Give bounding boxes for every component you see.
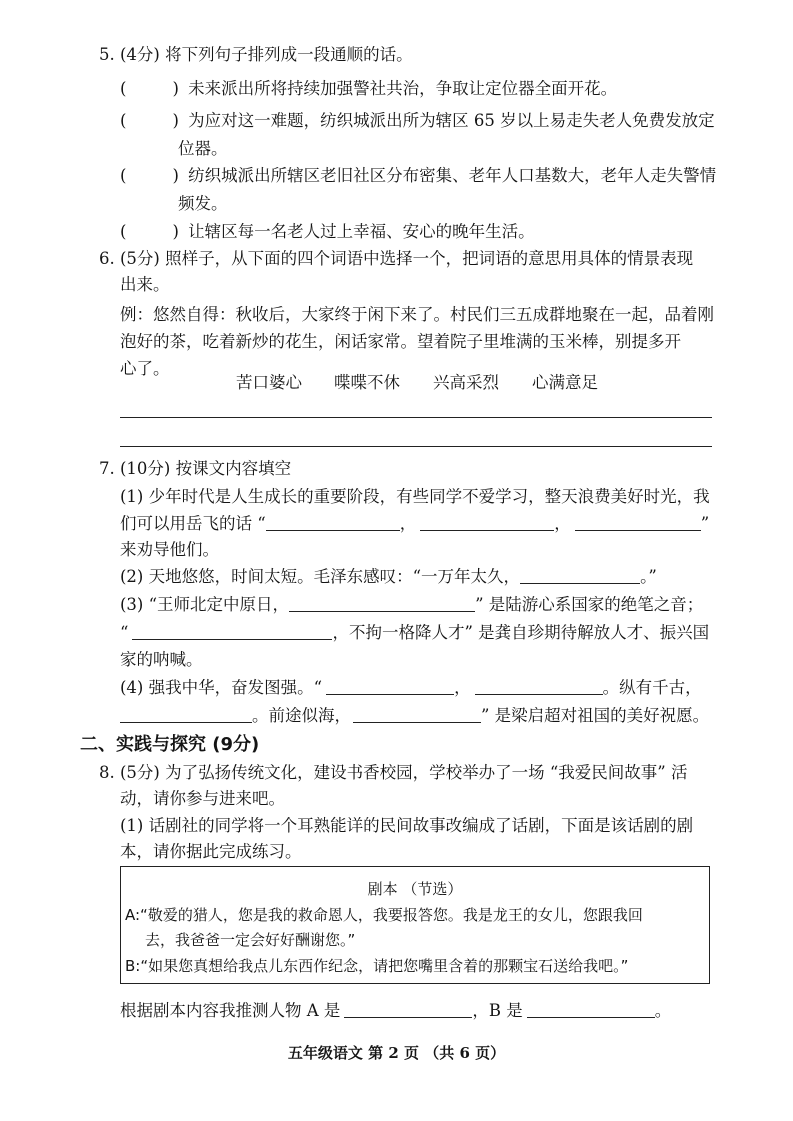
q8-p1-line2: 本，请你据此完成练习。 bbox=[120, 842, 302, 861]
bracket-open: ( bbox=[120, 111, 127, 130]
q5-item-text: 纺织城派出所辖区老旧社区分布密集、老年人口基数大，老年人走失警情 bbox=[188, 166, 717, 185]
q7-p3-line2 bbox=[120, 622, 709, 644]
q7-p2-prefix: (2) 天地悠悠，时间太短。毛泽东感叹：“一万年太久， bbox=[120, 567, 521, 586]
comma: ， bbox=[399, 514, 417, 533]
q5-item-2 bbox=[120, 110, 715, 132]
q6-answer-line-1[interactable] bbox=[120, 417, 712, 418]
q6-answer-line-2[interactable] bbox=[120, 446, 712, 447]
q8-stem-1: 8. (5分) 为了弘扬传统文化，建设书香校园，学校举办了一场 “我爱民间故事” 活 bbox=[99, 763, 688, 782]
q7-p4-blank-2[interactable] bbox=[475, 678, 603, 695]
q7-stem: 7. (10分) 按课文内容填空 bbox=[99, 459, 292, 478]
q5-item-4 bbox=[120, 221, 535, 243]
q6-stem-2: 出来。 bbox=[120, 275, 170, 294]
q7-p1-blank-1[interactable] bbox=[266, 514, 400, 531]
q7-p4-end: ” 是梁启超对祖国的美好祝愿。 bbox=[481, 706, 710, 725]
q7-p4-blank-1[interactable] bbox=[326, 678, 454, 695]
q7-p1-blank-2[interactable] bbox=[420, 514, 554, 531]
q5-item-2-cont: 位器。 bbox=[178, 139, 228, 158]
script-title: 剧本 （节选） bbox=[367, 880, 463, 898]
q7-p3-line3: 家的呐喊。 bbox=[120, 650, 203, 669]
bracket-open: ( bbox=[120, 222, 127, 241]
q7-p4-line2 bbox=[120, 705, 709, 727]
q7-p3-blank-2[interactable] bbox=[132, 623, 332, 640]
q7-p4-suffix: 。纵有千古， bbox=[602, 678, 702, 697]
q6-word-2: 喋喋不休 bbox=[334, 373, 400, 392]
q7-p3-blank-1[interactable] bbox=[289, 595, 475, 612]
q8-p1-line1: (1) 话剧社的同学将一个耳熟能详的民间故事改编成了话剧，下面是该话剧的剧 bbox=[120, 816, 694, 835]
comma: ， bbox=[554, 514, 571, 533]
q7-p3-suffix: ” 是陆游心系国家的绝笔之音； bbox=[475, 595, 704, 614]
bracket-open: ( bbox=[120, 166, 127, 185]
q7-p1-line2 bbox=[120, 513, 709, 535]
q5-item-text: 让辖区每一名老人过上幸福、安心的晚年生活。 bbox=[188, 222, 535, 241]
q7-p3-prefix: (3) “王师北定中原日， bbox=[120, 595, 290, 614]
q6-example-2: 泡好的茶，吃着新炒的花生，闲话家常。望着院子里堆满的玉米棒，别提多开 bbox=[120, 332, 681, 351]
q7-p1-blank-3[interactable] bbox=[575, 514, 701, 531]
q7-p4-prefix: (4) 强我中华，奋发图强。“ bbox=[120, 678, 323, 697]
q8-answer-b-blank[interactable] bbox=[527, 1001, 655, 1018]
page-footer: 五年级语文 第 2 页 （共 6 页） bbox=[287, 1044, 506, 1062]
q6-example-3: 心了。 bbox=[120, 359, 170, 378]
q5-item-3-cont: 频发。 bbox=[178, 194, 228, 213]
q5-item-text: 为应对这一难题，纺织城派出所为辖区 65 岁以上易走失老人免费发放定 bbox=[188, 111, 715, 130]
bracket-open: ( bbox=[120, 79, 127, 98]
comma: ， bbox=[454, 678, 471, 697]
q8-answer-b-label: ，B 是 bbox=[472, 1001, 523, 1020]
q7-p3-line2-text: ，不拘一格降人才” 是龚自珍期待解放人才、振兴国 bbox=[332, 623, 710, 642]
q6-word-4: 心满意足 bbox=[532, 373, 598, 392]
q7-p3-line1 bbox=[120, 594, 703, 616]
script-box bbox=[120, 866, 710, 984]
q7-p2-suffix: 。” bbox=[640, 567, 657, 586]
q6-word-3: 兴高采烈 bbox=[433, 373, 499, 392]
q6-stem-1: 6. (5分) 照样子，从下面的四个词语中选择一个，把词语的意思用具体的情景表现 bbox=[99, 249, 694, 268]
q5-stem: 5. (4分) 将下列句子排列成一段通顺的话。 bbox=[99, 45, 413, 64]
bracket-close: ) bbox=[172, 111, 179, 130]
q8-stem-2: 动，请你参与进来吧。 bbox=[120, 789, 285, 808]
q7-p2-blank[interactable] bbox=[520, 567, 640, 584]
close-quote: ” bbox=[700, 514, 710, 533]
q5-item-3 bbox=[120, 165, 716, 187]
section-heading: 二、实践与探究 (9分) bbox=[80, 734, 260, 755]
q7-p1-line3: 来劝导他们。 bbox=[120, 540, 219, 559]
open-quote: “ bbox=[120, 623, 129, 642]
q5-item-1 bbox=[120, 78, 617, 100]
q7-p4-line1 bbox=[120, 677, 702, 699]
q7-p1-line1: (1) 少年时代是人生成长的重要阶段，有些同学不爱学习，整天浪费美好时光，我 bbox=[120, 487, 710, 506]
q6-example-1: 例：悠然自得：秋收后，大家终于闲下来了。村民们三五成群地聚在一起，品着刚 bbox=[120, 305, 714, 324]
script-line-b: B:“如果您真想给我点儿东西作纪念，请把您嘴里含着的那颗宝石送给我吧。” bbox=[125, 957, 629, 975]
q7-p4-blank-4[interactable] bbox=[353, 706, 481, 723]
q7-p4-blank-3[interactable] bbox=[120, 706, 252, 723]
q8-answer-line bbox=[120, 1000, 671, 1022]
q6-word-1: 苦口婆心 bbox=[236, 373, 302, 392]
period: 。 bbox=[654, 1001, 672, 1020]
q8-answer-a-label: 根据剧本内容我推测人物 A 是 bbox=[120, 1001, 341, 1020]
q5-item-text: 未来派出所将持续加强警社共治，争取让定位器全面开花。 bbox=[188, 79, 618, 98]
bracket-close: ) bbox=[172, 79, 179, 98]
script-line-a2: 去，我爸爸一定会好好酬谢您。” bbox=[145, 931, 356, 949]
q7-p1-prefix: 们可以用岳飞的话 “ bbox=[120, 514, 266, 533]
q7-p4-mid: 。前途似海， bbox=[252, 706, 351, 725]
script-line-a1: A:“敬爱的猎人，您是我的救命恩人，我要报答您。我是龙王的女儿，您跟我回 bbox=[125, 906, 643, 924]
q7-p2 bbox=[120, 566, 657, 588]
bracket-close: ) bbox=[172, 166, 179, 185]
q8-answer-a-blank[interactable] bbox=[344, 1001, 472, 1018]
bracket-close: ) bbox=[172, 222, 179, 241]
